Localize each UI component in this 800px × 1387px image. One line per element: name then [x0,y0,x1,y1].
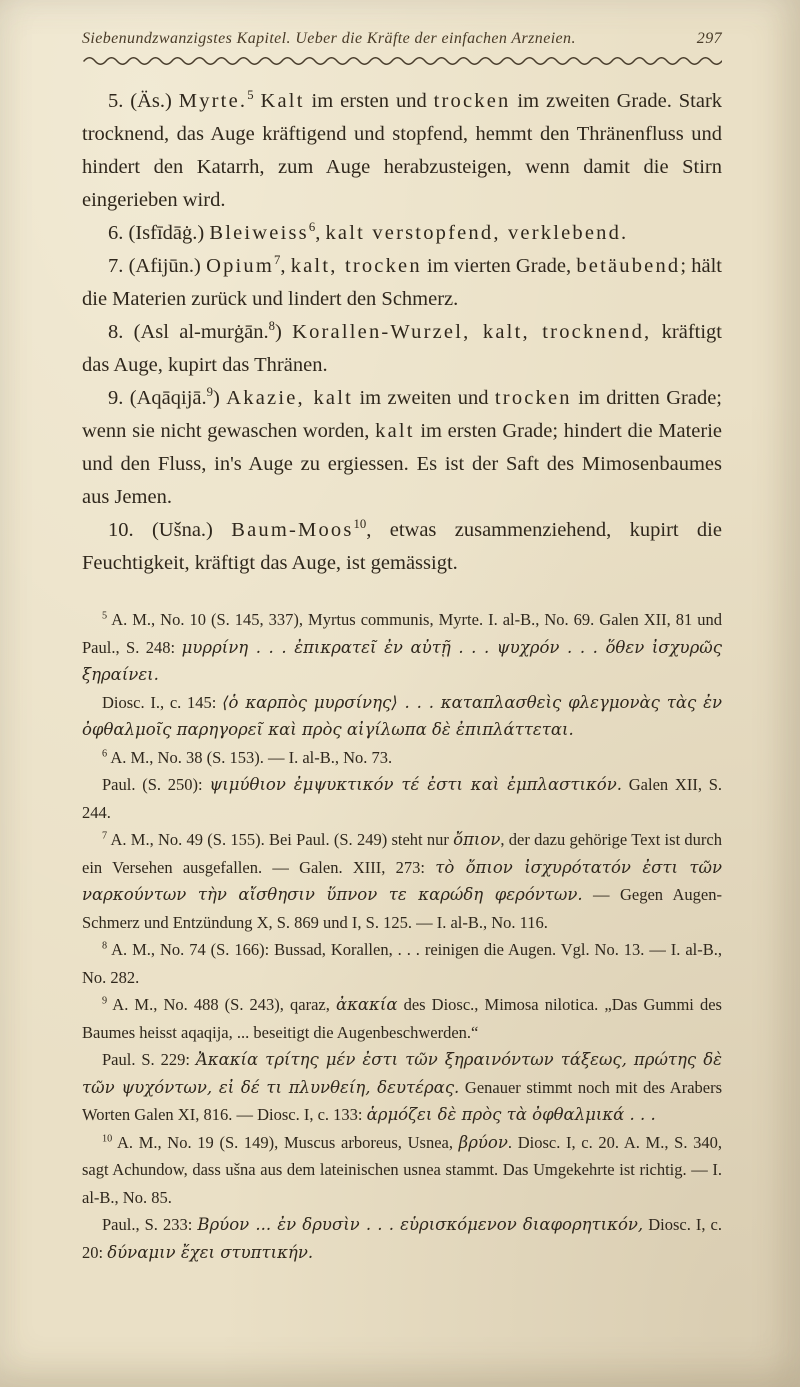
footnote-paragraph [82,606,722,689]
page-header [82,30,722,48]
text-segment: im dritten Grade; wenn sie nicht gewaschen worden, [82,387,722,442]
footnote-marker: 7 [274,253,281,268]
page-number: 297 [696,30,722,47]
text-segment: trocken [494,387,572,409]
text-segment: A. M., No. 38 (S. 153). — I. al-B., No. 73. [107,747,393,767]
text-segment: ⟨ὁ καρπὸς μυρσίνης⟩ . . . καταπλασθεὶς φλεγμονὰς τὰς ἐν ὀφθαλμοῖς παρηγορεῖ καὶ πρὸς αἰγίλωπα δὲ ἐπιπλάττεται. [82,692,722,739]
text-segment: Paul., S. 233: [102,1215,198,1234]
text-segment: Paul. (S. 250): [102,775,210,794]
body-text [82,85,722,580]
footnote-paragraph [82,1211,722,1266]
text-segment: ; hält die Materien zurück und lindert den Schmerz. [82,255,722,310]
text-segment: βρύον [458,1132,508,1152]
text-segment: Diosc. I., c. 145: [102,692,223,712]
body-paragraph [82,514,722,580]
text-segment: Genauer stimmt noch mit des Arabers Worten Galen XI, 816. — Diosc. I, c. 133: [82,1077,723,1124]
text-segment: — Gegen Augen-Schmerz und Entzündung X, S. 869 und I, S. 125. — I. al-B., No. 116. [82,885,722,932]
footnotes-section [82,606,722,1266]
footnote-marker: 10 [353,517,367,532]
text-segment: Galen XII, S. 244. [82,775,722,822]
text-segment: , der dazu gehörige Text ist durch ein Versehen ausgefallen. — Galen. XIII, 273: [82,830,722,877]
footnote-marker: 6 [308,220,316,235]
text-segment: τὸ ὄπιον ἰσχυρότατόν ἐστι τῶν ναρκούντων τὴν αἴσθησιν ὕπνον τε καρώδη φερόντων. [82,857,723,904]
running-header-title: Siebenundzwanzigstes Kapitel. Ueber die Kräfte der einfachen Arzneien. [82,30,576,47]
text-segment: , [280,255,291,277]
footnote-paragraph [82,1046,722,1129]
text-segment: A. M., No. 10 (S. 145, 337), Myrtus communis, Myrte. I. al-B., No. 69. Galen XII, 81 und Paul., S. 248: [82,610,722,657]
text-segment: Opium [206,255,275,277]
text-segment: μυρρίνη . . . ἐπικρατεῖ ἐν αὐτῇ . . . ψυχρόν . . . ὅθεν ἰσχυρῶς ξηραίνει. [82,637,722,684]
text-segment: 10. (Ušna.) [108,519,232,541]
text-segment: Bleiweiss [209,222,309,244]
text-segment: Kalt [260,90,305,112]
text-segment: Βρύον ... ἐν δρυσὶν . . . εὑρισκόμενον διαφορητικόν, [197,1215,644,1234]
text-segment: Korallen-Wurzel, kalt, trocknend, [292,321,652,343]
text-segment: A. M., No. 19 (S. 149), Muscus arboreus, Usnea, [112,1132,459,1152]
text-segment: ἀκακία [335,995,398,1014]
text-segment: δύναμιν ἔχει στυπτικήν. [107,1242,314,1262]
body-paragraph [82,217,722,250]
footnote-marker: 6 [102,748,108,759]
text-segment: im zweiten und [353,387,495,409]
text-segment: im vierten Grade, [421,255,577,277]
footnote-marker: 8 [102,940,108,952]
text-segment: ὄπιον [453,830,501,849]
footnote-marker: 5 [102,610,108,622]
body-paragraph [82,382,722,514]
text-segment: Myrte. [178,90,248,112]
text-segment: . Diosc. I, c. 20. A. M., S. 340, sagt Achundow, dass ušna aus dem lateinischen usnea stammt. Das Umgekehrte ist richtig. — I. al-B., No. 85. [82,1132,722,1207]
text-segment: des Diosc., Mimosa nilotica. „Das Gummi des Baumes heisst aqaqija, ... beseitigt die Augenbeschwerden.“ [82,995,722,1042]
footnote-marker: 7 [102,830,108,842]
text-segment: kräftigt das Auge, kupirt das Thränen. [82,321,722,376]
text-segment: 9. (Aqāqijā. [108,387,207,409]
text-segment: A. M., No. 74 (S. 166): Bussad, Korallen, . . . reinigen die Augen. Vgl. No. 13. — I. al-B., No. 282. [82,940,722,987]
text-segment: betäubend [576,255,681,277]
text-segment: A. M., No. 49 (S. 155). Bei Paul. (S. 249) steht nur [107,830,454,849]
footnote-paragraph [82,991,722,1046]
text-segment: 7. (Afijūn.) [108,255,207,277]
text-segment: , [315,222,326,244]
footnote-marker: 9 [102,995,108,1007]
text-segment: ψιμύθιον ἐμψυκτικόν τέ ἐστι καὶ ἐμπλαστικόν. [209,775,623,794]
footnote-paragraph [82,689,722,744]
footnote-marker: 5 [247,88,254,103]
text-segment: Diosc. I, c. 20: [82,1215,722,1262]
text-segment: im ersten und [304,90,434,112]
text-segment: , etwas zusammenziehend, kupirt die Feuchtigkeit, kräftigt das Auge, ist gemässigt. [82,519,722,574]
text-segment: Akazie, kalt [226,387,354,409]
text-segment: trocken [433,90,511,112]
decorative-wave [82,53,722,69]
text-segment: A. M., No. 488 (S. 243), qaraz, [107,995,336,1014]
body-paragraph [82,316,722,382]
text-segment [254,90,261,112]
text-segment: im zweiten Grade. Stark trocknend, das Auge kräftigend und stopfend, hemmt den Thränenfluss und hindert den Katarrh, zum Auge herabzusteigen, wenn damit die Stirn eingerieben wird. [82,90,723,211]
text-segment: 5. (Äs.) [108,90,179,112]
text-segment: kalt, trocken [290,255,422,277]
text-segment: 6. (Isfīdāġ.) [108,222,210,244]
footnote-marker: 9 [206,385,214,400]
footnote-paragraph [82,826,722,936]
body-paragraph [82,250,722,316]
text-segment: kalt [375,420,415,442]
footnote-paragraph [82,771,722,826]
footnote-paragraph [82,1129,722,1212]
text-segment: 8. (Asl al-murġān. [108,321,269,343]
body-paragraph [82,85,722,217]
footnote-marker: 8 [268,319,275,334]
text-segment: ἁρμόζει δὲ πρὸς τὰ ὀφθαλμικά . . . [366,1105,656,1124]
decorative-wave-path [84,58,722,65]
footnote-paragraph [82,744,722,772]
text-segment: ) [213,387,227,409]
text-segment: Paul. S. 229: [102,1050,196,1069]
footnote-paragraph [82,936,722,991]
text-segment: im ersten Grade; hindert die Materie und den Fluss, in's Auge zu ergiessen. Es ist der Saft des Mimosenbaumes aus Jemen. [82,420,722,508]
footnote-marker: 10 [102,1133,113,1144]
text-segment: Baum-Moos [231,519,354,541]
text-segment: ) [274,321,293,343]
text-segment: kalt verstopfend, verklebend. [325,222,629,244]
text-segment: Ἀκακία τρίτης μέν ἐστι τῶν ξηραινόντων τάξεως, πρώτης δὲ τῶν ψυχόντων, εἰ δέ τι πλυνθείη, δευτέρας. [82,1050,722,1097]
